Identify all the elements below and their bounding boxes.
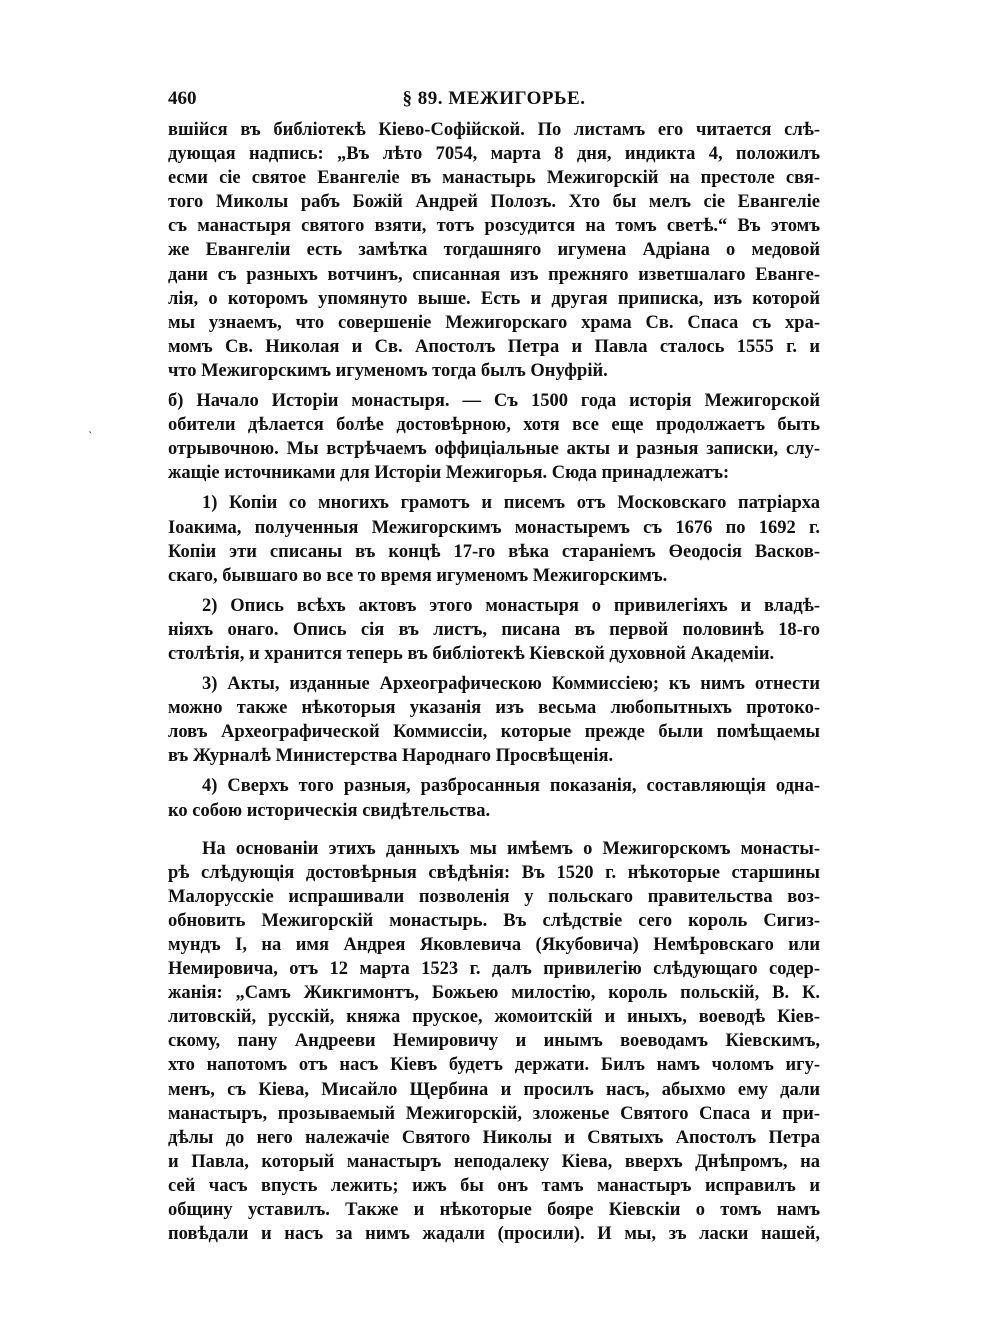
text-line: литовскій, русскій, княжа прускoе, жомоитскій и иныхъ, воеводѣ Кіев-: [168, 1007, 820, 1028]
text-line: ловъ Археографической Коммиссіи, которые прежде были помѣщаемы: [168, 722, 820, 743]
text-line: На основаніи этихъ данныхъ мы имѣемъ о Межигорскомъ монасты-: [202, 838, 820, 859]
text-line: жащіе источниками для Исторіи Межигорья. Сюда принадлежатъ:: [168, 463, 730, 484]
text-line: въ Журналѣ Министерства Народнаго Просвѣщенія.: [168, 746, 614, 767]
text-line: же Евангеліи есть замѣтка тогдашняго игумена Адріана о медовой: [168, 240, 820, 261]
text-line: момъ Св. Николая и Св. Апостолъ Петра и Павла сталось 1555 г. и: [168, 336, 820, 357]
text-line: съ манастыря святого взяти, тотъ розсудится на томъ светѣ.“ Въ этомъ: [168, 216, 820, 237]
text-line: 1) Копіи со многихъ грамотъ и писемъ отъ Московскаго патріарха: [202, 493, 820, 514]
text-line: общину уставилъ. Также и нѣкоторые бояре Кіевскіи о томъ намъ: [168, 1200, 820, 1221]
text-line: мундъ I, на имя Андрея Яковлевича (Якубовича) Немѣровскаго или: [168, 935, 820, 955]
text-line: Немировича, отъ 12 марта 1523 г. далъ привилегію слѣдующаго содер-: [168, 959, 820, 980]
text-line: есми сіе святое Евангеліе въ манастырь Межигорскій на престоле свя-: [168, 168, 820, 189]
text-line: можно также нѣкоторыя указанія изъ весьма любопытныхъ протоко-: [168, 698, 820, 719]
margin-mark: `: [88, 430, 93, 445]
running-header: [168, 88, 820, 112]
text-line: дующая надпись: „Въ лѣто 7054, марта 8 дня, индикта 4, положилъ: [168, 144, 820, 165]
page-number: 460: [168, 88, 197, 109]
text-line: скаго, бывшаго во все то время игуменомъ Межигорскимъ.: [168, 565, 668, 586]
text-line: мы узнаемъ, что совершеніе Межигорскаго храма Св. Спаса съ хра-: [168, 312, 820, 333]
text-line: 4) Сверхъ того разныя, разбросанныя показанія, составляющія одна-: [202, 776, 820, 797]
text-line: и Павла, который манастыръ неподалеку Кіева, вверхъ Днѣпромъ, на: [168, 1151, 820, 1172]
text-line: отрывочною. Мы встрѣчаемъ оффиціальные акты и разныя записки, слу-: [168, 439, 820, 460]
text-line: столѣтія, и хранится теперь въ библіотекѣ Кіевской духовной Академіи.: [168, 643, 775, 664]
text-line: скому, пану Андрееви Немировичу и инымъ воеводамъ Кіевскимъ,: [168, 1031, 820, 1052]
text-line: ніяхъ онаго. Опись сія въ листъ, писана въ первой половинѣ 18-го: [168, 619, 820, 640]
text-line: 2) Опись всѣхъ актовъ этого монастыря о привилегіяхъ и владѣ-: [202, 595, 820, 616]
text-line: дани съ разныхъ вотчинъ, списанная изъ прежняго изветшалаго Еванге-: [168, 264, 820, 285]
text-line: что Межигорскимъ игуменомъ тогда былъ Онуфрій.: [168, 360, 608, 381]
text-line: обновить Межигорскій монастырь. Въ слѣдствіе сего король Сигиз-: [168, 910, 820, 931]
page-body: [168, 88, 820, 1246]
text-line: ко собою историческія свидѣтельства.: [168, 800, 491, 821]
text-line: 3) Акты, изданные Археографическою Коммиссіею; къ нимъ отнести: [202, 674, 820, 695]
text-line: менъ, съ Кіева, Мисайло Щербина и просилъ насъ, абыхмо ему дали: [168, 1079, 820, 1100]
body-text: [168, 118, 820, 1246]
text-line: повѣдали и насъ за нимъ жадали (просили). И мы, зъ ласки нашей,: [168, 1224, 820, 1245]
text-line: рѣ слѣдующія достовѣрныя свѣдѣнія: Въ 1520 г. нѣкоторые старшины: [168, 862, 820, 883]
text-line: Іоакима, полученныя Межигорскимъ монастыремъ съ 1676 по 1692 г.: [168, 517, 820, 538]
text-line: манастыръ, прозываемый Межигорскій, зложенье Святого Спаса и при-: [168, 1103, 820, 1124]
text-line: лія, о которомъ упомянуто выше. Есть и другая приписка, изъ которой: [168, 288, 820, 309]
text-line: б) Начало Исторіи монастыря. — Съ 1500 года исторія Межигорской: [168, 391, 820, 412]
text-line: дѣлы до него належачіе Святого Николы и Святыхъ Апостолъ Петра: [168, 1127, 820, 1148]
text-line: сей часъ впусть лежить; ижъ бы онъ тамъ манастыръ исправилъ и: [168, 1175, 820, 1196]
text-line: Копіи эти списаны въ концѣ 17-го вѣка стараніемъ Өеодосія Васков-: [168, 541, 820, 562]
section-title: § 89. МЕЖИГОРЬЕ.: [402, 88, 586, 109]
text-line: обители дѣлается болѣе достовѣрною, хотя все еще продолжаетъ быть: [168, 415, 820, 436]
text-line: жанія: „Самъ Жикгимонтъ, Божьею милостію, король польскій, В. К.: [168, 983, 820, 1004]
text-line: Малорусскіе испрашивали позволенія у польскаго правительства воз-: [168, 886, 820, 907]
text-line: вшійся въ библіотекѣ Кіево-Софійской. По листамъ его читается слѣ-: [168, 120, 820, 140]
text-line: того Миколы рабъ Божій Андрей Полозъ. Хто бы мелъ сіе Евангеліе: [168, 192, 820, 213]
text-line: хто напотомъ отъ насъ Кіевъ будетъ держати. Билъ намъ чоломъ игу-: [168, 1055, 820, 1076]
